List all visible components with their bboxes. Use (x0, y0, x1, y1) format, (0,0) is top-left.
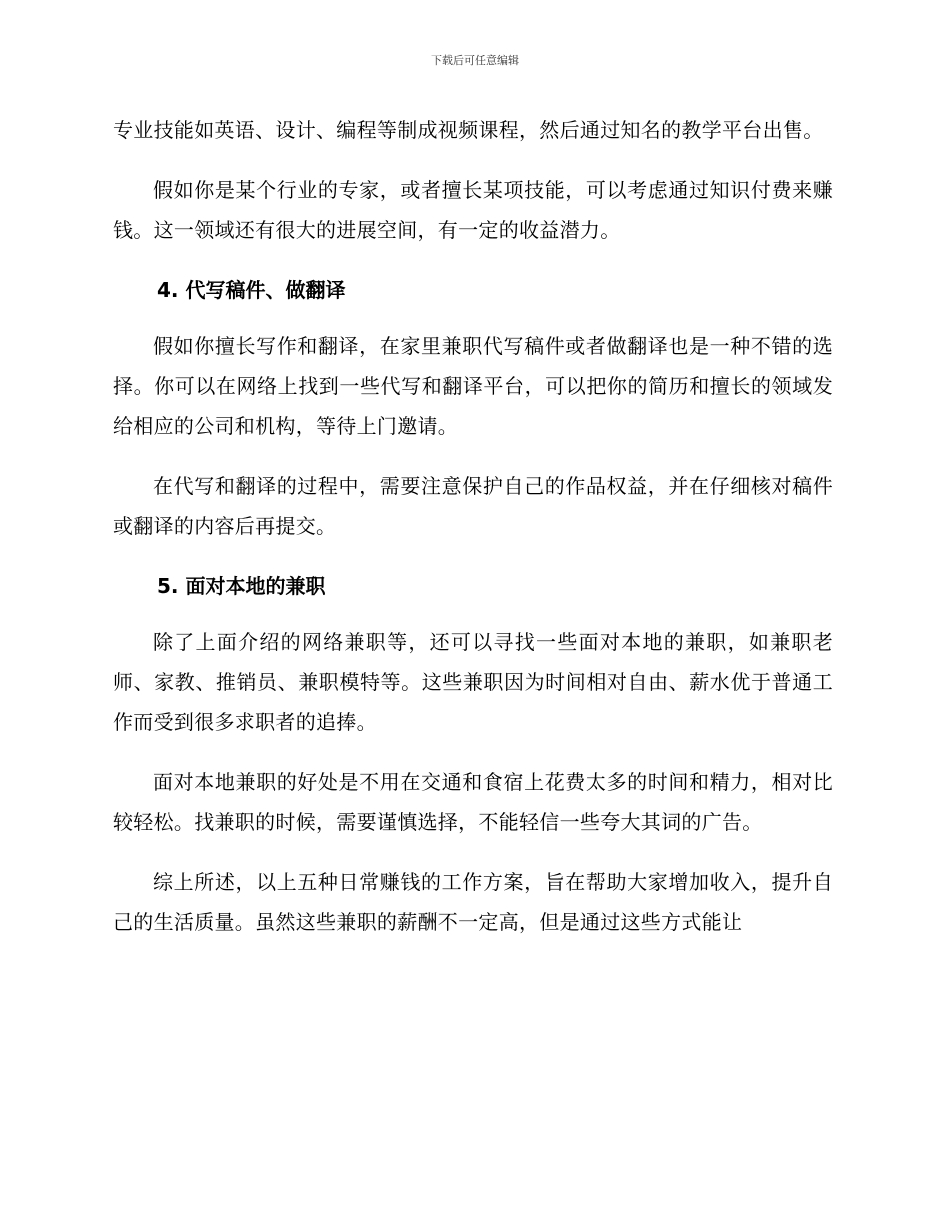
paragraph-5: 除了上面介绍的网络兼职等，还可以寻找一些面对本地的兼职，如兼职老师、家教、推销员、兼职模特等。这些兼职因为时间相对自由、薪水优于普通工作而受到很多求职者的追捧。 (113, 630, 833, 734)
paragraph-2: 假如你是某个行业的专家，或者擅长某项技能，可以考虑通过知识付费来赚钱。这一领域还有很大的进展空间，有一定的收益潜力。 (113, 178, 833, 242)
paragraph-1: 专业技能如英语、设计、编程等制成视频课程，然后通过知名的教学平台出售。 (113, 118, 824, 142)
page-header: 下载后可任意编辑 (431, 54, 519, 67)
paragraph-6: 面对本地兼职的好处是不用在交通和食宿上花费太多的时间和精力，相对比较轻松。找兼职的时候，需要谨慎选择，不能轻信一些夸大其词的广告。 (113, 770, 833, 834)
paragraph-3: 假如你擅长写作和翻译，在家里兼职代写稿件或者做翻译也是一种不错的选择。你可以在网络上找到一些代写和翻译平台，可以把你的简历和擅长的领域发给相应的公司和机构，等待上门邀请。 (113, 334, 833, 438)
paragraph-4: 在代写和翻译的过程中，需要注意保护自己的作品权益，并在仔细核对稿件或翻译的内容后再提交。 (113, 474, 833, 538)
section-heading-5: 5. 面对本地的兼职 (157, 574, 326, 598)
document-body (113, 110, 833, 962)
paragraph-7: 综上所述，以上五种日常赚钱的工作方案，旨在帮助大家增加收入，提升自己的生活质量。虽然这些兼职的薪酬不一定高，但是通过这些方式能让 (113, 870, 833, 934)
section-heading-4: 4. 代写稿件、做翻译 (157, 278, 346, 302)
